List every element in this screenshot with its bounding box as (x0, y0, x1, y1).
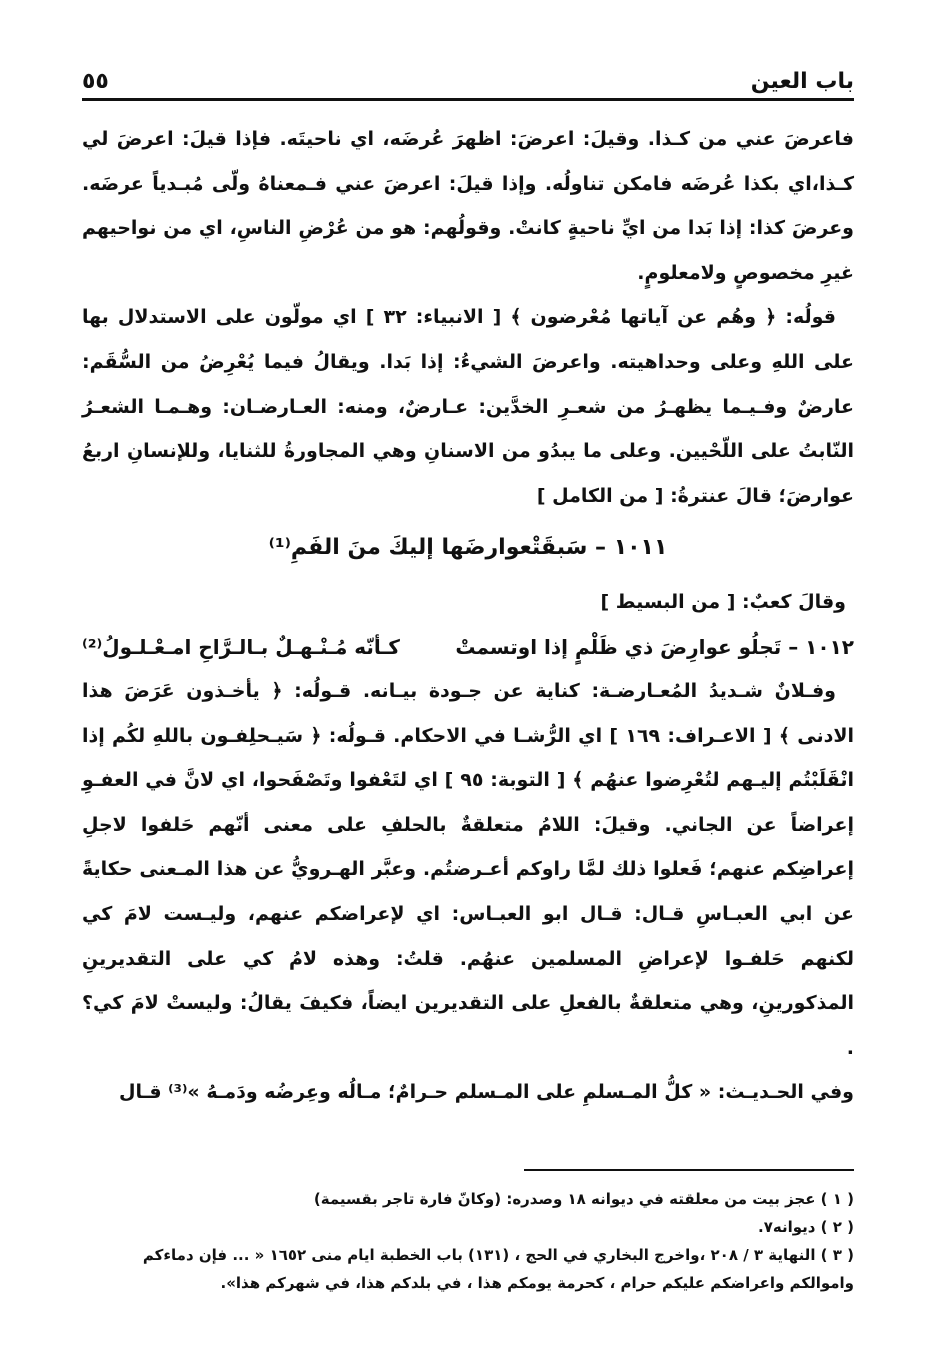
main-text (82, 117, 854, 1115)
page-number: ٥٥ (82, 69, 109, 94)
chapter-title: باب العين (750, 69, 854, 94)
footnote-rule (524, 1169, 854, 1171)
header-rule (82, 98, 854, 101)
paragraph-4: وفـلانٌ شـديدُ المُعـارضـة: كناية عن جـودة بيـانه. قـولُه: ﴿ يأخـذون عَرَضَ هذا الادنى ﴾ [ الاعـراف: ١٦٩ ] اي الرُّشـا في الاحكام. قـولُه: ﴿ سَيـحلِفـون باللهِ لكُم إذا انْقَلَبْتُم إليـهم لتُعْرِضوا عنهُم ﴾ [ التوبة: ٩٥ ] اي لتَعْفوا وتَصْفَحوا، اي لانَّ في العفـوِ إعراضاً عن الجاني. وقيلَ: اللامُ متعلقةٌ بالحلفِ على معنى أنّهم حَلفوا لاجلِ إعراضِكم عنهم؛ فَعلوا ذلك لمَّا راوكم أعـرضتُم. وعبَّر الهـرويُّ عن هذا المـعنى حكايةً عن ابي العبـاسِ قـال: قـال ابو العبـاس: اي لإعراضكم عنهم، وليـست لامَ كي لكنهم حَلفـوا لإعراضِ المسلمين عنهُم. قلتُ: وهذه لامُ كي على التقديرينِ المذكورينِ، وهي متعلقةٌ بالفعلِ على التقديرين ايضاً، فكيفَ يقالُ: وليستْ لامَ كي؟ . (82, 679, 855, 1059)
footnote-2: ( ٢ ) ديوانه٧. (758, 1217, 854, 1236)
paragraph-2: قولُه: ﴿ وهُم عن آياتها مُعْرضون ﴾ [ الانبياء: ٣٢ ] اي مولّون على الاستدلال بها على اللهِ وعلى وحداهيته. واعرضَ الشيءُ: إذا بَدا. ويقالُ فيما يُعْرِضُ من السُّقَم: عارضٌ وفـيـما يظهـرُ من شعـرِ الخدَّين: عـارضٌ، ومنه: العـارضـان: وهـمـا الشعـرُ النّابتُ على اللّحْيين. وعلى ما يبدُو من الاسنانِ وهي المجاورةُ للثنايا، وللإنسانِ اربعُ عوارضَ؛ قالَ عنترةُ: [ من الكامل ] (82, 306, 854, 507)
paragraph-5: وفي الحـديـث: « كلُّ المـسلمِ على المـسلم حـرامٌ؛ مـالُه وعِرضُه ودَمـهُ »⁽³⁾ قـال (118, 1081, 854, 1104)
footnote-1: ( ١ ) عجز بيت من معلقته في ديوانه ١٨ وصدره: (وكانّ فارة تاجر بقسيمة) (313, 1189, 854, 1208)
verse-1012-second-hemistich: كـأنّه مُـنْـهـلٌ بـالـرَّاحِ امـعْـلـولُ⁽²⁾ (82, 634, 400, 659)
footnote-3: ( ٣ ) النهاية ٣ / ٢٠٨ ،واخرج البخاري في الحج ، (١٣١) باب الخطبة ايام منى ١٦٥٢ « ... فإن دماءكم واموالكم واعراضكم عليكم حرام ، كحرمة يومكم هذا ، في بلدكم هذا، في شهركم هذا». (142, 1245, 854, 1292)
page-header (82, 58, 854, 94)
paragraph-1: فاعرضَ عني من كـذا. وقيلَ: اعرضَ: اظهرَ عُرضَه، اي ناحيتَه. فإذا قيلَ: اعرضَ لي كـذا،اي بكذا عُرضَه فامكن تناولُه. وإذا قيلَ: اعرضَ عني فـمعناهُ ولّى مُبـدياً عرضَه. وعرضَ كذا: إذا بَدا من ايِّ ناحيةٍ كانتْ. وقولُهم: هو من عُرْضِ الناسِ، اي من نواحيهم غيرِ مخصوصٍ ولامعلومٍ. (82, 128, 854, 284)
document-page (82, 58, 854, 1357)
verse-1012 (82, 625, 854, 669)
paragraph-3: وقالَ كعبٌ: [ من البسيط ] (600, 591, 846, 614)
footnotes (82, 1185, 854, 1297)
verse-1011: ١٠١١ – سَبقَتْعوارضَها إليكَ منَ الفَمِ⁽¹⁾ (268, 535, 668, 561)
verse-1012-first-hemistich: ١٠١٢ – تَجلُو عوارِضَ ذي ظَلْمٍ إذا اوتسمتْ (455, 634, 854, 659)
